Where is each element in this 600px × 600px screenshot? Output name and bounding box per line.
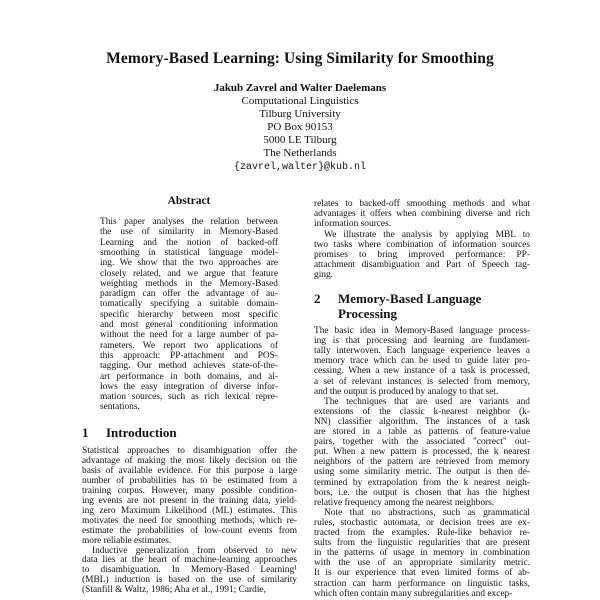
abstract-heading: Abstract [167, 195, 211, 207]
text-line: ing is that processing and learning are fundamen- [314, 336, 530, 347]
section-2-heading [314, 291, 481, 321]
text-line: relative frequency among the nearest neighbors. [314, 497, 495, 508]
text-line: information sources. [314, 219, 392, 230]
text-line: more reliable estimates. [82, 535, 172, 546]
text-line: pairs, together with the associated "correct" out- [314, 437, 530, 448]
text-line: ing events are not present in the training data, yield- [82, 495, 297, 506]
text-line: specific hierarchy between most specific [100, 309, 278, 320]
text-line: lows the easy integration of diverse infor- [100, 381, 278, 392]
text-line: We illustrate the analysis by applying MBL to [324, 229, 530, 240]
text-line: advantage of making the most likely decision on the [82, 455, 297, 466]
text-line: art performance in both domains, and al- [100, 371, 278, 382]
paper-title: Memory-Based Learning: Using Similarity for Smoothing [106, 50, 494, 67]
text-line: weighting methods in the Memory-Based [100, 278, 278, 289]
text-line: tally interwoven. Each language experience leaves a [314, 346, 530, 357]
text-line: the use of similarity in Memory-Based [100, 227, 278, 238]
author-email: {zavrel,walter}@kub.nl [233, 161, 367, 173]
text-line: with the use of an appropriate similarity metric. [314, 558, 530, 569]
text-line: in the patterns of usage in memory in combination [314, 548, 530, 559]
affiliation-university: Tilburg University [259, 108, 341, 121]
text-line: paradigm can offer the advantage of au- [100, 289, 278, 300]
text-line: and the output is produced by analogy to that set. [314, 386, 499, 397]
text-line: Inductive generalization from observed to new [92, 545, 297, 556]
text-line: sentations. [100, 402, 140, 413]
text-line: tagging. Our method achieves state-of-the- [100, 361, 278, 372]
text-line: (MBL) induction is based on the use of similarity [82, 575, 297, 586]
text-line: motivates the need for smoothing methods, which re- [82, 515, 297, 526]
text-line: sults from the linguistic regularities that are present [314, 538, 530, 549]
text-line: estimate the probabilities of low-count events from [82, 525, 297, 536]
section-title-cont: Processing [338, 306, 397, 321]
text-line: attachment disambiguation and Part of Speech tag- [314, 260, 530, 271]
text-line: data lies at the heart of machine-learning approaches [82, 555, 297, 566]
section-1-heading [82, 425, 177, 440]
text-line: advantages it offers when combining diverse and rich [314, 209, 530, 220]
text-line: ging. [314, 270, 334, 281]
text-line: two tasks where combination of information sources [314, 239, 530, 250]
text-line: extensions of the classic k-nearest neighbor (k- [314, 406, 530, 417]
author-names: Jakub Zavrel and Walter Daelemans [213, 82, 387, 94]
text-line: (Stanfill & Waltz, 1986; Aha et al., 1991; Cardie, [82, 585, 266, 596]
affiliation-city: 5000 LE Tilburg [263, 134, 337, 147]
text-line: to disambiguation. In Memory-Based Learning¹ [82, 565, 297, 576]
section-title: Memory-Based Language [338, 291, 482, 306]
text-line: Learning and the notion of backed-off [100, 237, 278, 248]
text-line: termined by extrapolation from the k nearest neigh- [314, 477, 530, 488]
text-line: rules, stochastic automata, or decision trees are ex- [314, 517, 530, 528]
text-line: basis of available evidence. For this purpose a large [82, 465, 297, 476]
text-line: using some similarity metric. The output is then de- [314, 467, 530, 478]
text-line: smoothing in statistical language model- [100, 247, 278, 258]
text-line: The techniques that are used are variants and [324, 396, 530, 407]
text-line: relates to backed-off smoothing methods and what [314, 199, 530, 209]
affiliation-department: Computational Linguistics [241, 95, 359, 108]
text-line: mation sources, such as rich lexical repre- [100, 392, 278, 403]
text-line: memory trace which can be used to guide later pro- [314, 356, 530, 367]
text-line: this approach: PP-attachment and POS- [100, 350, 278, 361]
text-line: tomatically specifying a suitable domain- [100, 299, 278, 310]
text-line: neighbors of the pattern are retrieved from memory [314, 457, 530, 468]
author-block [0, 82, 600, 174]
text-line: are stored in a table as patterns of feature-value [314, 427, 530, 437]
text-line: bors, i.e. the output is chosen that has the highest [314, 487, 530, 498]
affiliation-pobox: PO Box 90153 [267, 121, 333, 134]
text-line: straction can harm performance on linguistic tasks, [314, 578, 530, 589]
text-line: which often contain many subregularities and excep- [314, 588, 513, 599]
text-line: The basic idea in Memory-Based language process- [314, 326, 530, 336]
text-line: Note that no abstractions, such as grammatical [324, 507, 530, 518]
text-line: tracted from the examples. Rule-like behavior re- [314, 528, 530, 538]
text-line: This paper analyses the relation between [100, 217, 278, 227]
text-line: Statistical approaches to disambiguation offer the [82, 446, 297, 456]
text-line: put. When a new pattern is processed, the k nearest [314, 447, 530, 458]
text-line: closely related, and we argue that feature [100, 268, 278, 279]
text-line: promises to bring improved performance: PP- [314, 250, 530, 260]
text-line: ing zero Maximum Likelihood (ML) estimates. This [82, 505, 297, 516]
text-line: a set of relevant instances is selected from memory, [314, 376, 530, 387]
text-line: without the need for a large number of pa- [100, 330, 278, 341]
text-line: It is our experience that even limited forms of ab- [314, 568, 530, 579]
text-line: NN) classifier algorithm. The instances of a task [314, 416, 530, 427]
affiliation-country: The Netherlands [263, 147, 337, 160]
section-title: Introduction [106, 425, 177, 440]
text-line: number of probabilities has to be estimated from a [82, 475, 297, 486]
section-number: 2 [314, 291, 321, 306]
section-number: 1 [82, 425, 89, 440]
text-line: and most general conditioning information [100, 320, 278, 330]
text-line: rameters. We report two applications of [100, 340, 278, 351]
text-line: training corpus. However, many possible condition- [82, 485, 297, 496]
text-line: cessing. When a new instance of a task is processed, [314, 366, 530, 377]
text-line: ing. We show that the two approaches are [100, 258, 278, 269]
